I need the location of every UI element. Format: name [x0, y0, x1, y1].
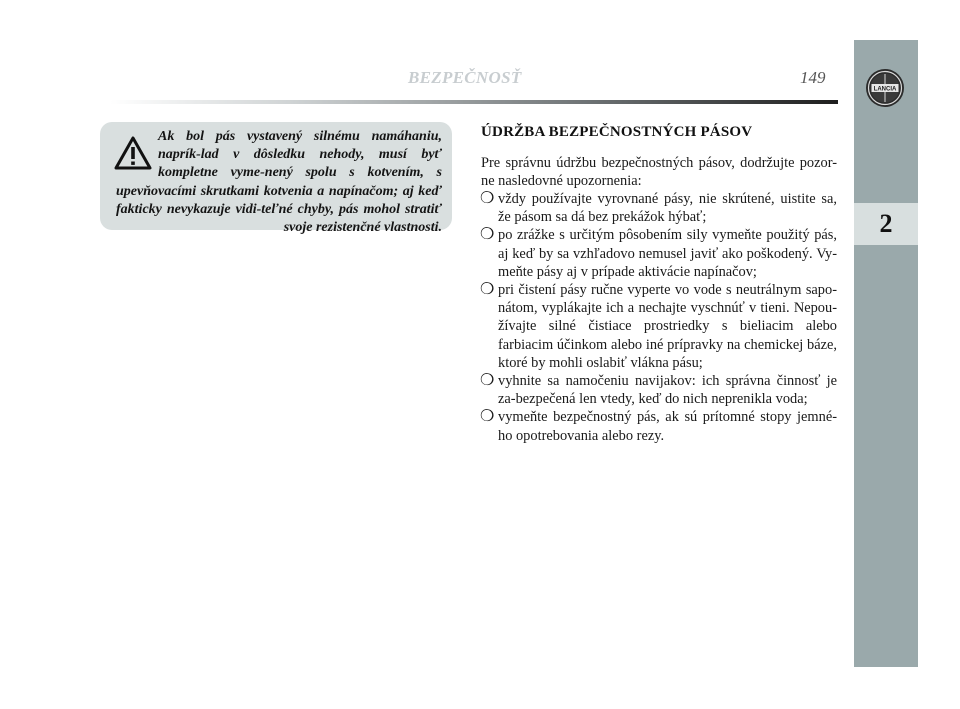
list-item: ❍ vymeňte bezpečnostný pás, ak sú prítomné stopy jemné-ho opotrebovania alebo rezy. [480, 408, 837, 444]
chapter-number: 2 [879, 209, 893, 238]
list-item: ❍ vyhnite sa namočeniu navijakov: ich správna činnosť je za-bezpečená len vtedy, keď do nich neprenikla voda; [480, 372, 837, 408]
page-number: 149 [800, 68, 826, 87]
maintenance-list [481, 190, 837, 445]
svg-text:LANCIA: LANCIA [873, 86, 897, 93]
chapter-side-band [854, 40, 918, 667]
intro-paragraph: Pre správnu údržbu bezpečnostných pásov, dodržujte pozor-ne nasledovné upozornenia: [481, 155, 837, 190]
circle-bullet-icon: ❍ [480, 190, 495, 207]
list-item: ❍ po zrážke s určitým pôsobením sily vymeňte použitý pás, aj keď by sa vzhľadovo nemusel javiť ako poškodený. Vy-meňte pásy aj v prípade aktivácie napínačov; [480, 226, 837, 280]
header-divider [110, 100, 838, 104]
section-title: BEZPEČNOSŤ [408, 68, 522, 87]
circle-bullet-icon: ❍ [480, 281, 495, 299]
page-title: ÚDRŽBA BEZPEČNOSTNÝCH PÁSOV [481, 124, 753, 140]
chapter-tab[interactable] [854, 203, 918, 245]
list-item: ❍ vždy používajte vyrovnané pásy, nie skrútené, uistite sa, že pásom sa dá bez prekážok hýbať; [480, 190, 837, 226]
circle-bullet-icon: ❍ [480, 408, 495, 426]
lancia-logo-icon [865, 68, 905, 108]
circle-bullet-icon: ❍ [480, 372, 495, 390]
list-item: ❍ pri čistení pásy ručne vyperte vo vode s neutrálnym sapo-nátom, vyplákajte ich a nechajte vyschnúť v tieni. Nepou-žívajte silné čistiace prostriedky s bieliacim alebo farbiacim účinkom alebo iné prípravky na chemickej báze, ktoré by mohli oslabiť vlákna pásu; [480, 281, 837, 371]
warning-text: Ak bol pás vystavený silnému namáhaniu, naprík-lad v dôsledku nehody, musí byť kompletne vyme-nený spolu s kotvením, s upevňovacími skrutkami kotvenia a napínačom; aj keď fakticky nevykazuje vidi-teľné chyby, pás mohol stratiť svoje rezistenčné vlastnosti. [116, 129, 442, 236]
circle-bullet-icon: ❍ [480, 226, 495, 244]
